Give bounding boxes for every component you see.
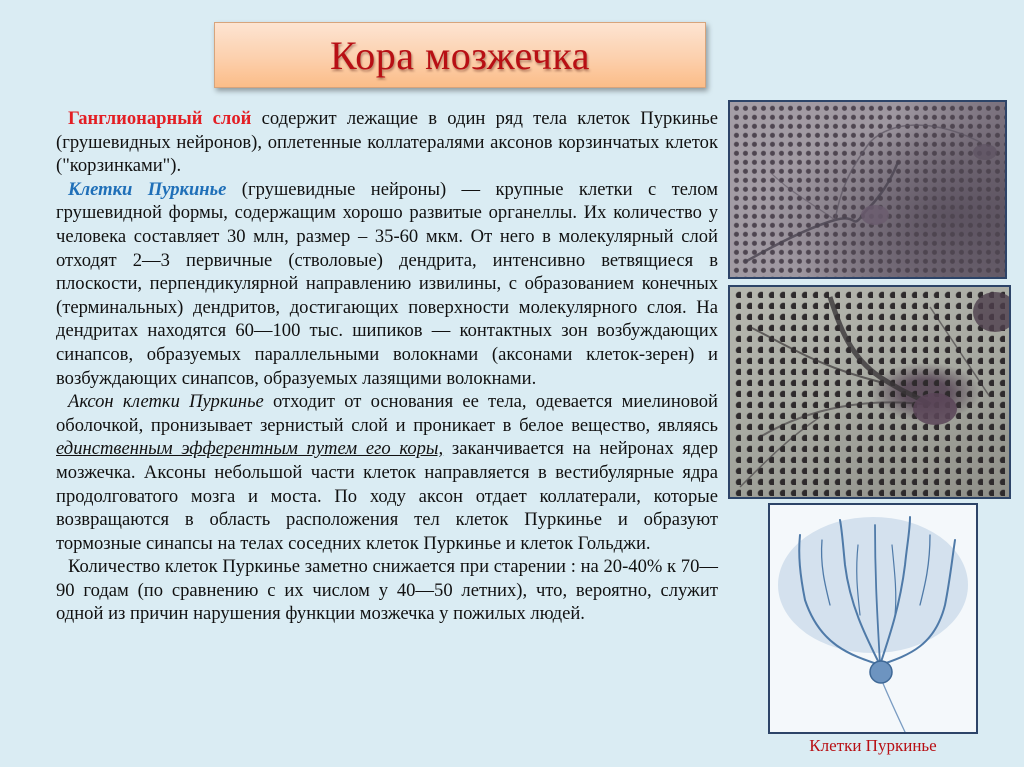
paragraph-text: Количество клеток Пуркинье заметно снижается при старении : на 20-40% к 70—90 годам (по сравнению с их числом у 40—50 летних), что, вероятно, служит одной из причин нарушения функции мозжечка у пожилых людей. bbox=[56, 556, 718, 625]
term-purkinje-axon: Аксон клетки Пуркинье bbox=[68, 391, 264, 413]
title-box bbox=[214, 22, 706, 88]
slide-title: Кора мозжечка bbox=[330, 32, 590, 78]
micrograph-cerebellar-cortex-layers bbox=[728, 100, 1007, 279]
paragraph-text: отходит от основания ее тела, одевается миелиновой оболочкой, пронизывает зернистый слой и проникает в белое вещество, являясь bbox=[56, 391, 718, 436]
micrograph-illustration bbox=[730, 102, 1007, 279]
body-text bbox=[56, 107, 718, 626]
paragraph-text: заканчивается на нейронах ядер мозжечка. Аксоны небольшой части клеток направляется в вестибулярные ядра продолговатого мозга и моста. По ходу аксон отдает коллатерали, которые возвращаются в область расположения тел клеток Пуркинье и образуют тормозные синапсы на телах соседних клеток Пуркинье и клеток Гольджи. bbox=[56, 438, 718, 554]
purkinje-cell-drawing bbox=[770, 505, 976, 732]
image-caption: Клетки Пуркинье bbox=[809, 736, 937, 755]
term-ganglionic-layer: Ганглионарный слой bbox=[68, 108, 252, 129]
drawing-purkinje-cell bbox=[768, 503, 978, 734]
paragraph-aging bbox=[56, 555, 718, 626]
paragraph-purkinje-cells bbox=[56, 178, 718, 390]
paragraph-text: содержит лежащие в один ряд тела клеток Пуркинье (грушевидных нейронов), оплетенные коллатералями аксонов корзинчатых клеток ("корзинками"). bbox=[56, 108, 718, 177]
term-purkinje-cells: Клетки Пуркинье bbox=[68, 178, 227, 200]
paragraph-ganglionic-layer bbox=[56, 107, 718, 178]
micrograph-illustration bbox=[730, 287, 1011, 499]
micrograph-purkinje-cell-dendrites bbox=[728, 285, 1011, 499]
underlined-phrase: единственным эфферентным путем его коры, bbox=[56, 438, 444, 460]
paragraph-text: (грушевидные нейроны) — крупные клетки с телом грушевидной формы, содержащим хорошо развитые органеллы. Их количество у человека составляет 30 млн, размер – 35-60 мкм. От него в молекулярный слой отходят 2—3 первичные (стволовые) дендрита, интенсивно ветвящиеся в плоскости, перпендикулярной направлению извилины, с образованием конечных (терминальных) дендритов, достигающих поверхности молекулярного слоя. На дендритах находятся 60—100 тыс. шипиков — контактных зон возбуждающих синапсов, образуемых параллельными волокнами (аксонами клеток-зерен) и возбуждающих синапсов, образуемых лазящими волокнами. bbox=[56, 178, 718, 389]
paragraph-purkinje-axon bbox=[56, 390, 718, 555]
